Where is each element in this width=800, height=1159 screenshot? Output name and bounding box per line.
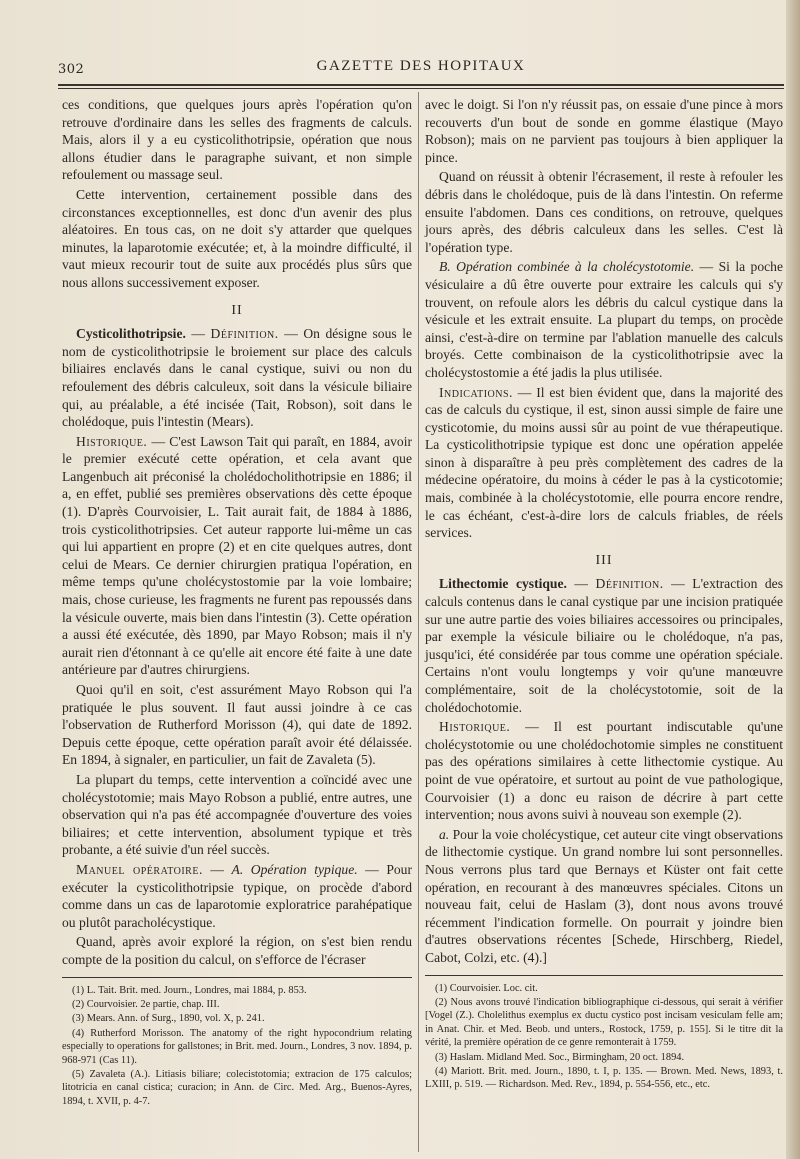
footnote: (2) Courvoisier. 2e partie, chap. III. bbox=[72, 998, 220, 1010]
footnote: (2) Nous avons trouvé l'indication bibliographique ci-dessous, qui serait à vérifier [Vogel (Z.). Cholelithus exemplus ex ductu cystico post incisam vesiculam felle am; in Anat. Chir. et Med. Beob. und unters., Rostock, 1759, p. 155]. Si le titre dit la vérité, la première opération de ce genre remonterait à 1759. bbox=[425, 996, 783, 1049]
section-number: III bbox=[595, 552, 613, 568]
footnote: (5) Zavaleta (A.). Litiasis biliare; colecistotomia; extracion de 175 calculos; litotricia en canal cistica; curacion; in Ann. de Circ. Med. Arg., Buenos-Ayres, 1894, t. XVII, p. 4-7. bbox=[62, 1068, 412, 1107]
subheading-label: Manuel opératoire. bbox=[76, 861, 203, 877]
subheading-label: Définition. bbox=[210, 326, 279, 342]
indications-paragraph: Indications. — Il est bien évident que, dans la majorité des cas de calculs du cystique, il est, sinon aussi simple de faire une cysticotomie, du moins aussi sûr au point de vue thérapeutique. La cysticolithotripsie typique est donc une opération appelée sinon à disparaître à peu près complètement des cadres de la médecine opératoire, du moins à céder le pas à la cysticotomie; mais, combinée à la cholécystotomie, elle pourra encore rendre, le cas échéant, c'est-à-dire lors de calculs friables, de réels services. bbox=[425, 384, 783, 541]
paragraph-text: Si la poche vésiculaire a dû être ouverte pour extraire les calculs qui s'y trouvent, on refoule alors les débris du calcul cystique dans la vésicule et les extrait ensuite. La plupart du temps, on procède ainsi, c'est-à-dire on termine par l'ablation manuelle des calculs broyés. Cette combinaison de la cysticolithotripsie avec la cholécystostomie a été jadis la plus utilisée. bbox=[425, 259, 784, 380]
footnote: (1) L. Tait. Brit. med. Journ., Londres, mai 1884, p. 853. bbox=[72, 984, 307, 996]
footnote: (3) Mears. Ann. of Surg., 1890, vol. X, p. 241. bbox=[72, 1013, 265, 1025]
paragraph-text: On désigne sous le nom de cysticolithotripsie le broiement sur place des calculs biliaires enclavés dans le canal cystique, suivi ou non du refoulement des débris calculeux, soit dans la vésicule biliaire qui, au préalable, a été incisée (Tait, Robson), soit dans le cholédoque, puis l'intestin (Mears). bbox=[62, 326, 412, 430]
subheading-label: Historique. bbox=[439, 719, 511, 735]
section-number: II bbox=[231, 302, 243, 318]
section-heading: Lithectomie cystique. bbox=[439, 576, 567, 592]
header-rule bbox=[58, 84, 784, 89]
footnote: (3) Haslam. Midland Med. Soc., Birmingham, 20 oct. 1894. bbox=[435, 1051, 685, 1063]
paragraph-text: Il est pourtant indiscutable qu'une cholécystotomie ou une cholédochotomie simples ne constituent pas des opérations similaires à cette lithectomie cystique. Au point de vue opératoire, et surtout au point de vue pathologique, Courvoisier (1) a donc eu raison de décrire à part cette intervention; nous avons suivi à nouveau son exemple (2). bbox=[425, 719, 784, 823]
subheading-label: Définition. bbox=[595, 576, 664, 592]
column-divider bbox=[418, 92, 419, 1152]
left-column bbox=[62, 96, 412, 1109]
subheading-label: Indications. bbox=[439, 384, 513, 400]
footnote: (1) Courvoisier. Loc. cit. bbox=[435, 982, 538, 994]
historique-paragraph: Historique. — C'est Lawson Tait qui paraît, en 1884, avoir le premier exécuté cette opération, et cela avant que Langenbuch ait préconisé la cholédocholithotripsie en 1886; il a, en effet, publié ses premières observations dès cette époque (1). D'après Courvoisier, L. Tait aurait fait, de 1884 à 1886, trois cysticolithotripsies. Cet auteur rapporte lui-même un cas qui lui appartient en propre (2) et en cite quelques autres, dont celui de Mears. Ce dernier chirurgien pratiqua l'opération, en même temps qu'une cholécystostomie par la voie lombaire; mais, chose curieuse, les fragments ne furent pas repoussés dans la vésicule ouverte, mais bien dans l'intestin (3). Cette opération a aussi été exécutée, dès 1890, par Mayo Robson; mais il n'y aurait rien d'étonnant à ce qu'elle ait encore été faite à une date antérieure par d'autres chirurgiens. bbox=[62, 433, 412, 678]
page-header bbox=[58, 56, 784, 80]
manuel-paragraph: Manuel opératoire. — A. Opération typique. — Pour exécuter la cysticolithotripsie typique, on procède d'abord comme dans un cas de laparotomie exploratrice parahépatique ou plutôt paracholécystique. bbox=[62, 861, 413, 930]
paragraph: Quand, après avoir exploré la région, on s'est bien rendu compte de la position du calcul, on s'efforce de l'écraser bbox=[62, 934, 412, 967]
footnote-rule bbox=[425, 975, 783, 976]
combined-operation-paragraph: B. Opération combinée à la cholécystotomie. — Si la poche vésiculaire a dû être ouverte pour extraire les calculs qui s'y trouvent, on refoule alors les débris du calcul cystique dans la vésicule et les extrait ensuite. La plupart du temps, on procède ainsi, c'est-à-dire on termine par l'ablation manuelle des calculs broyés. Cette combinaison de la cysticolithotripsie avec la cholécystostomie a été jadis la plus utilisée. bbox=[425, 259, 784, 380]
paragraph: ces conditions, que quelques jours après l'opération qu'on retrouve d'ordinaire dans les selles des fragments de calculs. Mais, alors il y a eu cysticolithotripsie, opération que nous allons étudier dans le paragraphe suivant, et non simple refoulement ou massage seul. bbox=[62, 97, 412, 183]
footnote: (4) Mariott. Brit. med. Journ., 1890, t. I, p. 135. — Brown. Med. News, 1893, t. LXIII, p. 519. — Richardson. Med. Rev., 1894, p. 554-556, etc., etc. bbox=[425, 1065, 783, 1091]
page-number: 302 bbox=[58, 62, 85, 77]
section-paragraph: Lithectomie cystique. — Définition. — L'extraction des calculs contenus dans le canal cystique par une incision pratiquée sur une autre partie des voies biliaires accessoires ou principales, par exemple la vésicule biliaire ou le cholédoque, n'a pas, jusqu'ici, été considérée par tous comme une opération spéciale. Certains n'ont voulu longtemps y voir qu'une manœuvre complémentaire, soit de la cholécystotomie, soit de la cholédochotomie. bbox=[425, 576, 784, 715]
paragraph: Quoi qu'il en soit, c'est assurément Mayo Robson qui l'a pratiquée le plus souvent. Il faut aussi joindre à ce cas l'observation de Rutherford Morisson (4), qui date de 1892. Depuis cette époque, cette opération paraît avoir été délaissée. En 1894, à signaler, en particulier, un fait de Zavaleta (5). bbox=[62, 682, 412, 768]
paragraph: Quand on réussit à obtenir l'écrasement, il reste à refouler les débris dans le cholédoque, puis de là dans l'intestin. On referme ensuite l'abdomen. Dans ces conditions, on retrouve, quelques jours après, des débris calculeux dans les selles. C'est là l'opération type. bbox=[425, 169, 783, 255]
paragraph-text: C'est Lawson Tait qui paraît, en 1884, avoir le premier exécuté cette opération, et cela avant que Langenbuch ait préconisé la cholédocholithotripsie en 1886; il a, en effet, publié ses premières observations dès cette époque (1). D'après Courvoisier, L. Tait aurait fait, de 1884 à 1886, trois cysticolithotripsies. Cet auteur rapporte lui-même un cas qui lui appartient en propre (2) et en cite quelques autres, dont celui de Mears. Ce dernier chirurgien pratiqua l'opération, en même temps qu'une cholécystostomie par la voie lombaire; mais, chose curieuse, les fragments ne furent pas repoussés dans la vésicule ouverte, mais bien dans l'intestin (3). Cette opération a aussi été exécutée, dès 1890, par Mayo Robson; mais il n'y aurait rien d'étonnant à ce qu'elle ait encore été faite à une date antérieure par d'autres chirurgiens. bbox=[62, 433, 412, 678]
paragraph-text: L'extraction des calculs contenus dans le canal cystique par une incision pratiquée sur une autre partie des voies biliaires accessoires ou principales, par exemple la vésicule biliaire ou le cholédoque, n'a pas, jusqu'ici, été considérée par tous comme une opération spéciale. Certains n'ont voulu longtemps y voir qu'une manœuvre complémentaire, soit de la cholécystotomie, soit de la cholédochotomie. bbox=[425, 576, 784, 715]
subsection-label: B. Opération combinée à la cholécystotomie. bbox=[439, 259, 695, 275]
paragraph-text: Pour exécuter la cysticolithotripsie typique, on procède d'abord comme dans un cas de laparotomie exploratrice parahépatique ou plutôt paracholécystique. bbox=[62, 861, 413, 930]
footnote-rule bbox=[62, 977, 412, 978]
subheading-label: Historique. bbox=[76, 433, 148, 449]
section-paragraph: Cysticolithotripsie. — Définition. — On désigne sous le nom de cysticolithotripsie le broiement sur place des calculs biliaires enclavés dans le canal cystique, suivi ou non du refoulement des débris calculeux, soit dans la vésicule biliaire qui, au préalable, a été incisée (Tait, Robson), soit dans le cholédoque, puis l'intestin (Mears). bbox=[62, 326, 412, 430]
paragraph: Cette intervention, certainement possible dans des circonstances exceptionnelles, est donc d'un avenir des plus aléatoires. En tous cas, on ne doit s'y attarder que quelques minutes, la laparotomie exécutée; et, à la moindre difficulté, il vaut mieux recourir tout de suite aux procédés plus sûrs que nous allons successivement exposer. bbox=[62, 186, 412, 290]
paragraph: avec le doigt. Si l'on n'y réussit pas, on essaie d'une pince à mors recouverts d'un bout de sonde en gomme élastique (Mayo Robson); mais on ne parvient pas toujours à bien appliquer la pince. bbox=[425, 97, 783, 165]
historique-paragraph: Historique. — Il est pourtant indiscutable qu'une cholécystotomie ou une cholédochotomie simples ne constituent pas des opérations similaires à cette lithectomie cystique. Au point de vue opératoire, et surtout au point de vue pathologique, Courvoisier (1) a donc eu raison de décrire à part cette intervention; nous avons suivi à nouveau son exemple (2). bbox=[425, 719, 784, 823]
page-edge bbox=[786, 0, 800, 1159]
cholecystic-paragraph bbox=[425, 826, 783, 967]
running-title: GAZETTE DES HOPITAUX bbox=[316, 58, 526, 74]
paragraph: La plupart du temps, cette intervention a coïncidé avec une cholécystotomie; mais Mayo Robson a publié, entre autres, une observation qui n'a pas été accompagnée d'ouverture des voies biliaires; et cette intervention, absolument typique et très probante, a été suivie d'un réel succès. bbox=[62, 771, 412, 858]
subsection-label: a. bbox=[439, 826, 450, 842]
paragraph-text: Il est bien évident que, dans la majorité des cas de calculs du cystique, il est, sinon aussi simple de faire une cysticotomie, du moins aussi sûr au point de vue thérapeutique. La cysticolithotripsie typique est donc une opération appelée sinon à disparaître à peu près complètement des cadres de la médecine opératoire, du moins à céder le pas à la cysticotomie; mais, combinée à la cholécystotomie, elle pourra encore rendre, le cas échéant, c'est-à-dire lors de calculs friables, de réels services. bbox=[425, 384, 783, 541]
right-column bbox=[425, 96, 783, 1093]
paragraph-text: Pour la voie cholécystique, cet auteur cite vingt observations de lithectomie cystique. Un grand nombre lui sont personnelles. Nous verrons plus tard que Bernays et Küster ont fait cette opération, en recourant à des manœuvres spéciales. Citons un nouveau fait, celui de Haslam (3), dont nous avons trouvé récemment l'indication formelle. On pourrait y joindre bien d'autres observations récentes [Schede, Hirschberg, Riedel, Cabot, Colzi, etc. (4).] bbox=[425, 826, 783, 965]
footnote: (4) Rutherford Morisson. The anatomy of the right hypocondrium relating especially to operations for gallstones; in Brit. med. Journ., Londres, 3 nov. 1894, p. 968-971 (Cas 11). bbox=[62, 1027, 412, 1066]
section-heading: Cysticolithotripsie. bbox=[76, 326, 186, 342]
subsection-label: A. Opération typique. bbox=[231, 861, 358, 877]
